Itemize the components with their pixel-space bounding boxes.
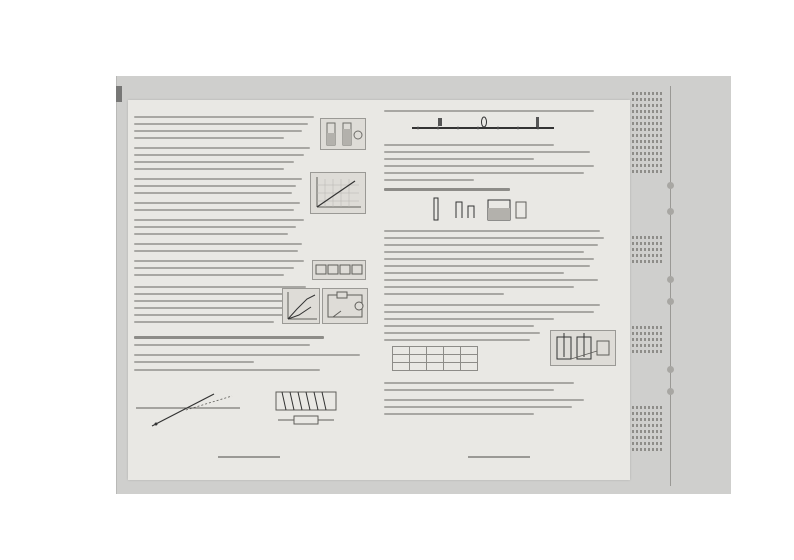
binding-line (670, 86, 671, 486)
right-footer-line (468, 456, 530, 458)
text-line (134, 243, 302, 245)
figure-small-graph (282, 288, 320, 324)
text-line (134, 130, 302, 132)
text-line (384, 413, 534, 415)
text-line (384, 258, 594, 260)
binding-circle-icon (667, 276, 674, 283)
hatch-line (632, 332, 662, 335)
table-row (393, 355, 478, 363)
hatch-line (632, 430, 662, 433)
figure-solenoid (266, 380, 350, 432)
data-table (392, 346, 478, 371)
text-line (134, 321, 274, 323)
hatch-line (632, 104, 662, 107)
text-line (134, 293, 300, 295)
text-line (134, 116, 314, 118)
hatch-line (632, 146, 662, 149)
hatch-line (632, 242, 662, 245)
text-line (384, 325, 534, 327)
text-line (134, 369, 320, 371)
text-line (384, 144, 554, 146)
text-line (384, 311, 594, 313)
text-line (134, 168, 284, 170)
text-line (384, 399, 584, 401)
text-line (384, 158, 534, 160)
text-line (384, 165, 594, 167)
text-line (134, 344, 310, 346)
binding-circle-icon (667, 182, 674, 189)
figure-heating-setup (550, 330, 616, 366)
text-line (134, 178, 302, 180)
text-line (134, 260, 304, 262)
text-line (384, 389, 554, 391)
text-line (134, 123, 308, 125)
text-line (384, 339, 530, 341)
text-line (134, 314, 284, 316)
figure-energy-meter (312, 260, 366, 280)
text-line (134, 361, 254, 363)
scan-edge-mark (116, 86, 122, 102)
text-line (384, 172, 584, 174)
hatch-line (632, 260, 662, 263)
text-line (134, 192, 292, 194)
figure-pressure-apparatus (428, 196, 532, 222)
hatch-line (632, 110, 662, 113)
hatch-line (632, 92, 662, 95)
hatch-line (632, 164, 662, 167)
text-line (384, 110, 594, 112)
text-line (384, 279, 598, 281)
hatch-line (632, 448, 662, 451)
figure-cylinders (320, 118, 366, 150)
text-line (134, 219, 304, 221)
text-line (384, 272, 564, 274)
text-line (384, 151, 590, 153)
hatch-line (632, 134, 662, 137)
hatch-line (632, 344, 662, 347)
hatch-line (632, 170, 662, 173)
binding-circle-icon (667, 298, 674, 305)
table-row (393, 363, 478, 371)
text-line (134, 274, 284, 276)
binding-circle-icon (667, 208, 674, 215)
hatch-line (632, 418, 662, 421)
text-line (134, 354, 360, 356)
hatch-line (632, 442, 662, 445)
binding-circle-icon (667, 366, 674, 373)
question-heading (384, 188, 510, 191)
text-line (384, 251, 584, 253)
text-line (384, 382, 574, 384)
left-footer-line (218, 456, 280, 458)
text-line (134, 286, 306, 288)
text-line (134, 233, 288, 235)
figure-optical-bench (408, 116, 558, 134)
text-line (384, 286, 574, 288)
exam-sheet (128, 100, 630, 480)
text-line (134, 185, 296, 187)
text-line (384, 406, 572, 408)
hatch-line (632, 116, 662, 119)
hatch-line (632, 406, 662, 409)
section-heading (134, 336, 324, 339)
hatch-line (632, 436, 662, 439)
hatch-line (632, 98, 662, 101)
figure-refraction (136, 376, 240, 438)
text-line (134, 161, 294, 163)
text-line (384, 179, 474, 181)
left-column (134, 106, 374, 462)
hatch-line (632, 254, 662, 257)
hatch-line (632, 248, 662, 251)
text-line (384, 304, 600, 306)
figure-line-graph (310, 172, 366, 214)
text-line (134, 267, 294, 269)
hatch-line (632, 326, 662, 329)
table-row (393, 347, 478, 355)
text-line (134, 209, 294, 211)
text-line (134, 300, 294, 302)
hatch-line (632, 412, 662, 415)
hatch-line (632, 350, 662, 353)
hatch-line (632, 338, 662, 341)
binding-circle-icon (667, 388, 674, 395)
text-line (384, 318, 554, 320)
right-column (384, 106, 624, 462)
text-line (134, 250, 298, 252)
text-line (134, 154, 304, 156)
text-line (134, 307, 289, 309)
hatch-line (632, 152, 662, 155)
figure-circuit (322, 288, 368, 324)
hatch-line (632, 158, 662, 161)
text-line (384, 265, 590, 267)
text-line (384, 293, 504, 295)
text-line (134, 137, 284, 139)
hatch-line (632, 140, 662, 143)
text-line (384, 332, 540, 334)
hatch-line (632, 128, 662, 131)
text-line (384, 244, 598, 246)
text-line (134, 147, 310, 149)
hatch-line (632, 424, 662, 427)
text-line (384, 237, 604, 239)
text-line (134, 202, 300, 204)
text-line (134, 226, 296, 228)
binding-strip (632, 86, 678, 486)
text-line (384, 230, 600, 232)
hatch-line (632, 236, 662, 239)
hatch-line (632, 122, 662, 125)
